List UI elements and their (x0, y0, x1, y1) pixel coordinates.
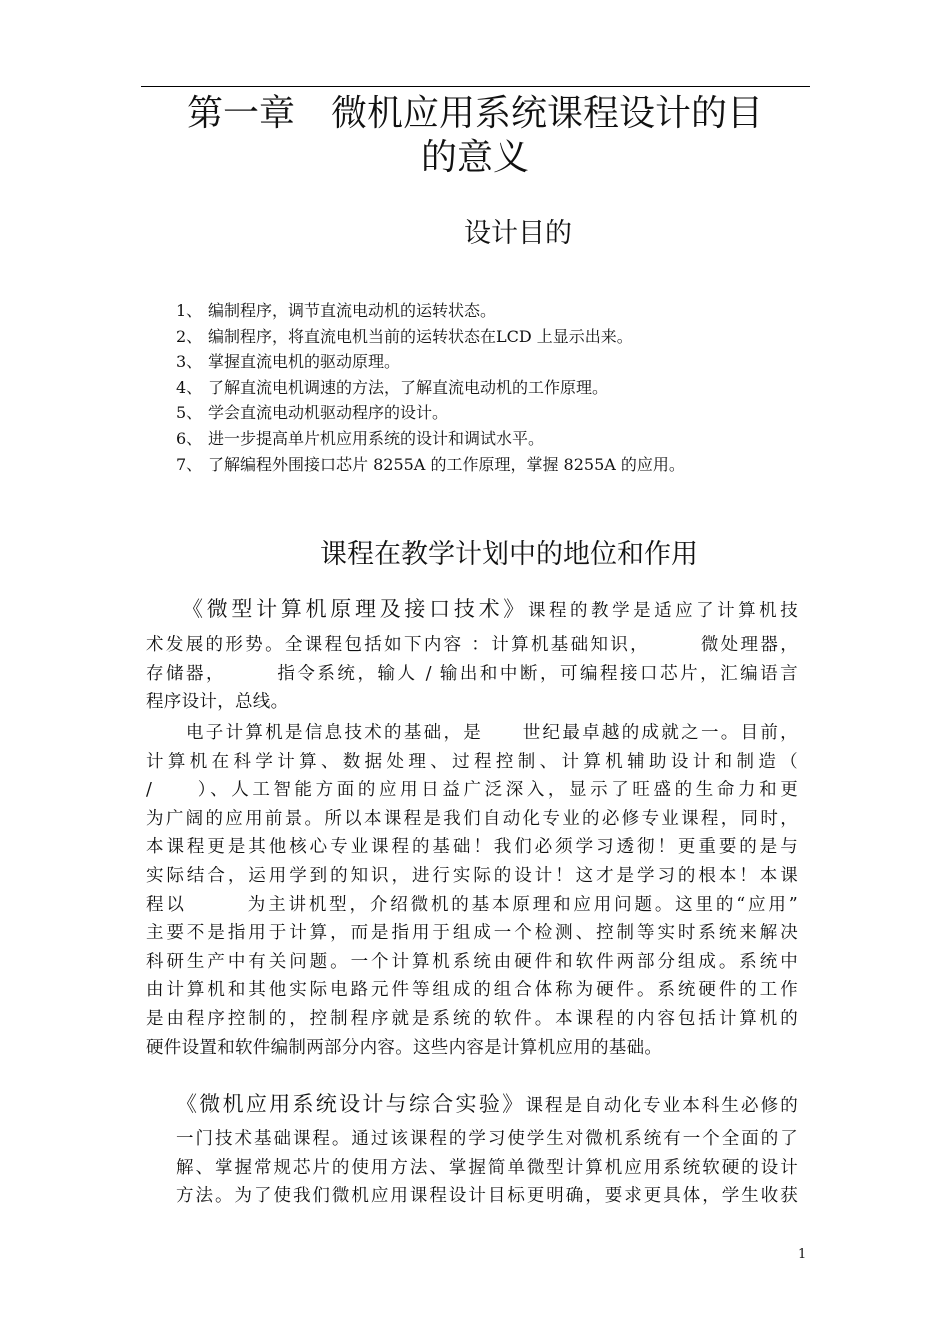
list-item (176, 375, 685, 401)
paragraph-line: 存储器， 指令系统，输人 / 输出和中断，可编程接口芯片，汇编语言 (146, 663, 798, 684)
paragraph-computer-importance (146, 719, 834, 1062)
paragraph-line: 计算机在科学计算、数据处理、过程控制、计算机辅助设计和制造（ (146, 751, 834, 772)
list-item (176, 400, 685, 426)
paragraph-line-text: 课程的教学是适应了计算机技 (528, 601, 798, 621)
paragraph-line: 硬件设置和软件编制两部分内容。这些内容是计算机应用的基础。 (146, 1037, 663, 1058)
paragraph-line (146, 592, 798, 631)
paragraph-line: 程以 为主讲机型，介绍微机的基本原理和应用问题。这里的“应用” (146, 894, 798, 915)
list-item-text: 掌握直流电机的驱动原理。 (208, 352, 401, 372)
chapter-title-line-2: 的意义 (420, 137, 529, 178)
section-heading-course-role: 课程在教学计划中的地位和作用 (320, 539, 698, 570)
paragraph-line: 术发展的形势。全课程包括如下内容 ：计算机基础知识， 微处理器， (146, 635, 798, 655)
paragraph-line: 程序设计，总线。 (146, 692, 289, 713)
list-item-number: 6、 (176, 428, 203, 448)
list-item-text: 了解编程外围接口芯片 8255A 的工作原理，掌握 8255A 的应用。 (208, 454, 685, 474)
list-item (176, 452, 685, 478)
list-item-number: 4、 (176, 377, 203, 397)
list-item (176, 349, 685, 375)
paragraph-line: 解、掌握常规芯片的使用方法、掌握简单微型计算机应用系统软硬的设计 (176, 1157, 798, 1178)
list-item-text: 了解直流电机调速的方法，了解直流电动机的工作原理。 (208, 377, 609, 397)
paragraph-line: 一门技术基础课程。通过该课程的学习使学生对微机系统有一个全面的了 (176, 1129, 798, 1149)
paragraph-line: 科研生产中有关问题。一个计算机系统由硬件和软件两部分组成。系统中 (146, 951, 798, 972)
paragraph-design-lab-course (176, 1087, 798, 1211)
paragraph-line: 为广阔的应用前景。所以本课程是我们自动化专业的必修专业课程，同时， (146, 808, 798, 829)
list-item-text: 学会直流电动机驱动程序的设计。 (208, 403, 449, 423)
list-item-text: 编制程序，将直流电机当前的运转状态在LCD 上显示出来。 (208, 326, 633, 346)
chapter-title (150, 92, 800, 180)
section-heading-design-goals: 设计目的 (464, 218, 572, 249)
list-item (176, 298, 685, 324)
paragraph-line: 实际结合，运用学到的知识，进行实际的设计！这才是学习的根本！本课 (146, 865, 798, 886)
paragraph-line-text: 课程是自动化专业本科生必修的 (525, 1096, 799, 1116)
paragraph-microcomputer-course (146, 592, 798, 717)
list-item-number: 3、 (176, 352, 203, 372)
paragraph-line: 电子计算机是信息技术的基础，是 世纪最卓越的成就之一。目前， (186, 723, 798, 743)
chapter-title-line-1: 第一章 微机应用系统课程设计的目 (186, 93, 763, 134)
paragraph-line: 由计算机和其他实际电路元件等组成的组合体称为硬件。系统硬件的工作 (146, 980, 798, 1001)
paragraph-line: 方法。为了使我们微机应用课程设计目标更明确，要求更具体，学生收获 (176, 1186, 798, 1207)
list-item-number: 7、 (176, 454, 203, 474)
header-rule (141, 86, 810, 87)
paragraph-line (176, 1087, 798, 1125)
paragraph-line: 本课程更是其他核心专业课程的基础！我们必须学习透彻！更重要的是与 (146, 837, 798, 858)
paragraph-line: / ）、人工智能方面的应用日益广泛深入，显示了旺盛的生命力和更 (146, 780, 798, 801)
book-title: 《微机应用系统设计与综合实验》 (176, 1092, 526, 1116)
list-item-text: 进一步提高单片机应用系统的设计和调试水平。 (208, 428, 545, 448)
list-item (176, 324, 685, 350)
page-number: 1 (798, 1247, 807, 1262)
list-item-number: 5、 (176, 403, 203, 423)
list-item-text: 编制程序，调节直流电动机的运转状态。 (208, 301, 497, 320)
book-title: 《微型计算机原理及接口技术》 (182, 597, 529, 621)
paragraph-line: 主要不是指用于计算，而是指用于组成一个检测、控制等实时系统来解决 (146, 923, 798, 944)
list-item (176, 426, 685, 452)
goal-list (176, 298, 685, 477)
paragraph-line: 是由程序控制的，控制程序就是系统的软件。本课程的内容包括计算机的 (146, 1008, 798, 1029)
list-item-number: 2、 (176, 326, 203, 346)
list-item-number: 1、 (176, 301, 203, 320)
